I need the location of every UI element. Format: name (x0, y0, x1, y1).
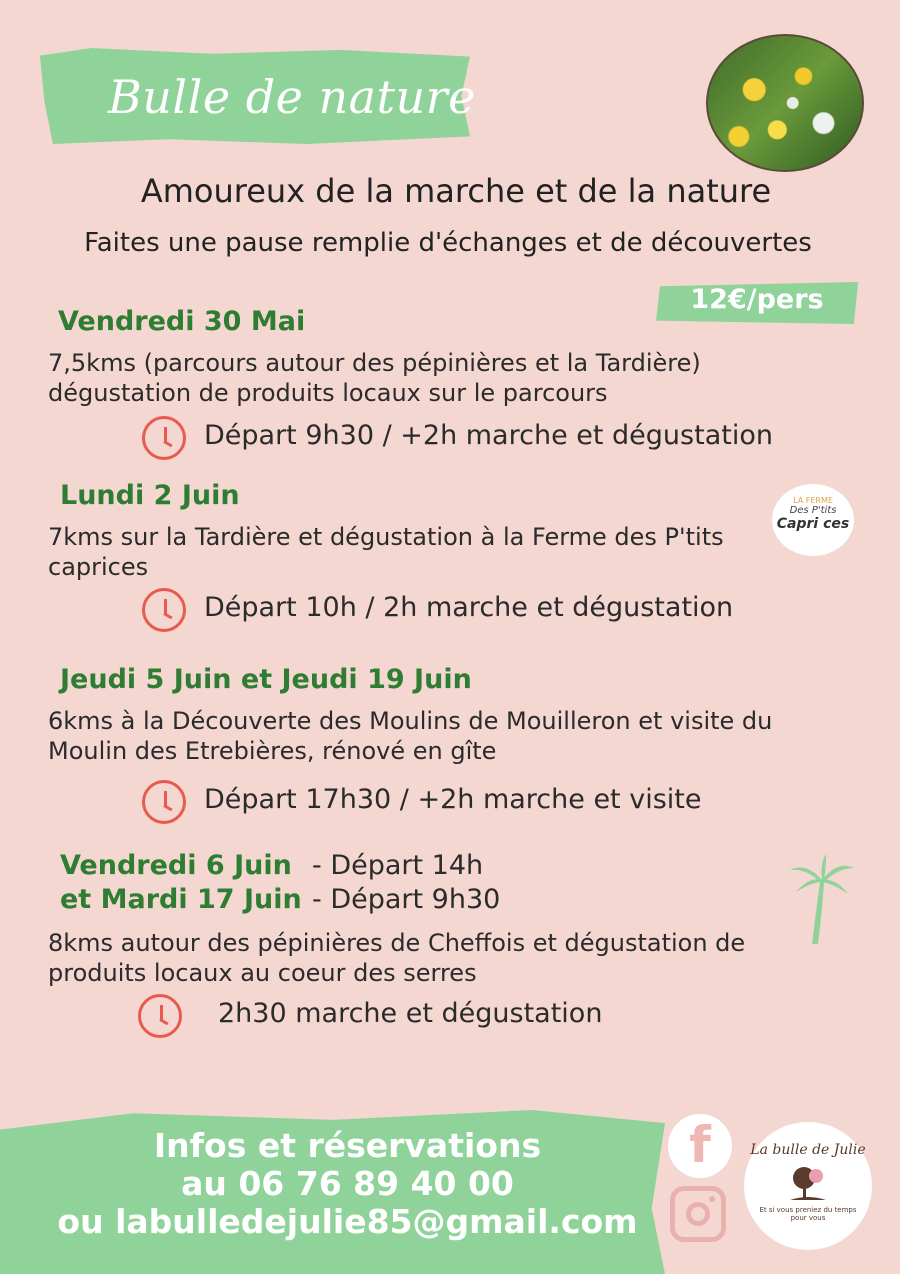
event-3-description-line-1: 6kms à la Découverte des Moulins de Mouilleron et visite du (48, 707, 773, 735)
capri-logo-name: Capri ces (776, 516, 850, 532)
event-2-description (48, 522, 848, 582)
event-4-date: Vendredi 6 Juin (60, 850, 292, 881)
event-3-departure: Départ 17h30 / +2h marche et visite (204, 784, 702, 815)
event-4-description (48, 928, 848, 988)
event-3-date: Jeudi 5 Juin et Jeudi 19 Juin (60, 664, 472, 695)
flower-photo (706, 34, 864, 172)
page-title: Bulle de nature (108, 70, 476, 124)
event-4-date-2: et Mardi 17 Juin (60, 884, 302, 915)
capri-logo-top: LA FERME (793, 496, 833, 505)
julie-logo-tagline: Et si vous preniez du temps pour vous (759, 1206, 857, 1222)
julie-logo-name: La bulle de Julie (750, 1142, 866, 1158)
instagram-icon[interactable] (670, 1186, 726, 1242)
event-1-description-line-2: dégustation de produits locaux sur le parcours (48, 379, 608, 407)
price-label: 12€/pers (690, 284, 824, 315)
event-2-description-line-2: caprices (48, 553, 149, 581)
capri-logo-mid: Des P'tits (789, 505, 837, 516)
la-bulle-de-julie-logo (744, 1122, 872, 1250)
event-2-departure: Départ 10h / 2h marche et dégustation (204, 592, 734, 623)
contact-email[interactable]: ou labulledejulie85@gmail.com (57, 1202, 638, 1241)
contact-phone[interactable]: au 06 76 89 40 00 (181, 1164, 514, 1203)
facebook-icon[interactable] (668, 1114, 732, 1178)
event-4-description-line-1: 8kms autour des pépinières de Cheffois et dégustation de (48, 929, 746, 957)
clock-icon (142, 780, 186, 824)
event-3-description-line-2: Moulin des Etrebières, rénové en gîte (48, 737, 497, 765)
event-2-date: Lundi 2 Juin (60, 480, 240, 511)
event-1-date: Vendredi 30 Mai (58, 306, 306, 337)
event-1-departure: Départ 9h30 / +2h marche et dégustation (204, 420, 773, 451)
facebook-letter: f (689, 1116, 711, 1174)
event-4-departure: 2h30 marche et dégustation (218, 998, 603, 1029)
contact-line-1: Infos et réservations (153, 1126, 542, 1165)
event-2-description-line-1: 7kms sur la Tardière et dégustation à la Ferme des P'tits (48, 523, 724, 551)
clock-icon (142, 416, 186, 460)
headline: Amoureux de la marche et de la nature (140, 172, 772, 210)
tree-icon (788, 1166, 828, 1202)
event-4-description-line-2: produits locaux au coeur des serres (48, 959, 477, 987)
event-4-date-suffix: - Départ 14h (312, 850, 484, 881)
subheadline: Faites une pause remplie d'échanges et de découvertes (84, 228, 812, 258)
event-3-description (48, 706, 848, 766)
clock-icon (142, 588, 186, 632)
event-1-description (48, 348, 848, 408)
event-1-description-line-1: 7,5kms (parcours autour des pépinières et la Tardière) (48, 349, 701, 377)
event-4-date-2-suffix: - Départ 9h30 (312, 884, 501, 915)
clock-icon (138, 994, 182, 1038)
